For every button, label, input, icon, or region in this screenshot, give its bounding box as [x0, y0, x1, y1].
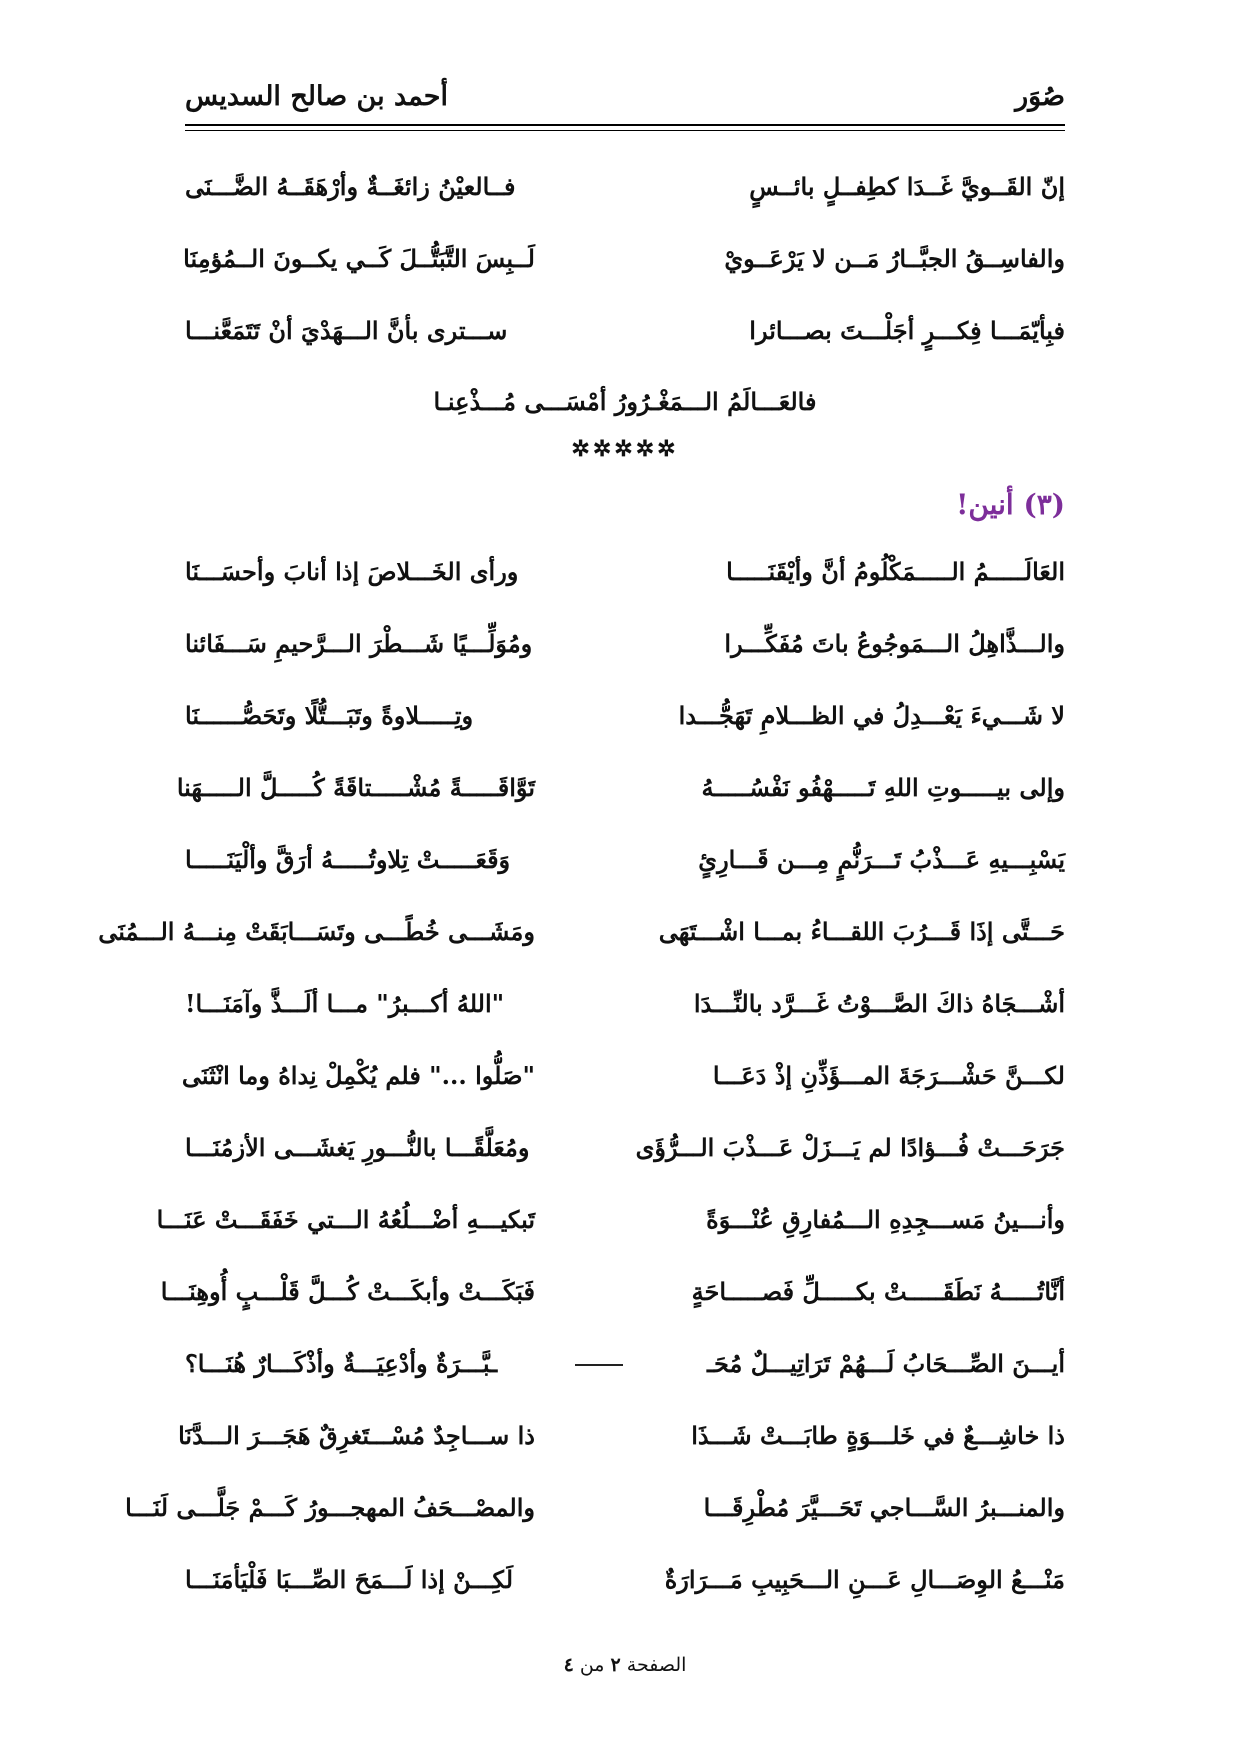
- hemistich-right: ذا خاشِـــعٌ في خَلـــوَةٍ طابَـــتْ شَـــذَا: [691, 1421, 1065, 1450]
- verse-top-3: [185, 311, 1065, 351]
- split-word-connector: [575, 1364, 623, 1366]
- hemistich-left: فــالعيْنُ زائغَــةٌ وأرْهَقَــهُ الضَّـــنَى: [185, 172, 516, 201]
- verse-7: [185, 984, 1065, 1024]
- hemistich-left: ذا ســـاجِدٌ مُسْـــتَغرِقٌ هَجَـــرَ الـــدَّنَا: [178, 1421, 535, 1450]
- header-author: أحمد بن صالح السديس: [185, 80, 448, 112]
- hemistich-right: لكـــنَّ حَشْـــرَجَةَ المـــؤَذِّنِ إذْ دَعَـــا: [712, 1061, 1065, 1090]
- header-rule-thick: [185, 124, 1065, 126]
- hemistich-left: تَوَّاقَـــــةً مُشْـــــتاقَةً كُـــــلَّ الـــــهَنا: [176, 773, 535, 802]
- verse-8: [181, 1056, 1065, 1096]
- hemistich-right: وأنـــينُ مَســـجِدِهِ الـــمُفارِقِ عُنْـــوَةً: [706, 1205, 1065, 1234]
- hemistich-right: والمنـــبرُ السَّـــاجي تَحَـــيَّرَ مُطْرِقَـــا: [703, 1493, 1065, 1522]
- hemistich-left: لَكِـــنْ إذا لَـــمَحَ الصِّـــبَا فَلْيَأمَنَـــا: [185, 1565, 514, 1594]
- hemistich-right: أنَّاتُـــــهُ نَطَقَـــــتْ بكـــــلِّ فَصـــــاحَةٍ: [691, 1277, 1065, 1306]
- verse-2: [185, 624, 1065, 664]
- hemistich-left: والمصْـــحَفُ المهجـــورُ كَـــمْ جَلَّـــى لَنَـــا: [125, 1493, 535, 1522]
- verse-11: [160, 1272, 1065, 1312]
- hemistich-right: وإلى بيـــــوتِ اللهِ تَـــــهْفُو نَفْسُـــــهُ: [701, 773, 1065, 802]
- verse-12: [185, 1344, 1065, 1384]
- hemistich-right: حَـــتَّى إذَا قَـــرُبَ اللقـــاءُ بمـــا اشْـــتَهَى: [658, 917, 1065, 946]
- hemistich-left: "اللهُ أكـــبرُ" مـــا ألَـــذَّ وآمَنَـــا!: [185, 989, 505, 1018]
- hemistich-right: والفاسِــقُ الجبَّــارُ مَــن لا يَرْعَــويْ: [724, 244, 1065, 273]
- hemistich-left: تَبكيـــهِ أضْـــلُعُهُ الـــتي خَفَقَـــتْ عَنَـــا: [156, 1205, 535, 1234]
- footer-label: الصفحة: [626, 1654, 687, 1676]
- hemistich-left: ومُعَلَّقًـــا بالنُّـــورِ يَغشَـــى الأزمُنَـــا: [185, 1133, 530, 1162]
- hemistich-left: لَــبِسَ التَّبَتُّــلَ كَــي يكــونَ الــمُؤمِنَا: [183, 244, 535, 273]
- hemistich-right: العَالَـــــمُ الـــــمَكْلُومُ أنَّ وأيْقَنَـــــا: [726, 557, 1065, 586]
- hemistich-right: أشْـــجَاهُ ذاكَ الصَّـــوْتُ غَـــرَّد بالنِّـــدَا: [693, 989, 1065, 1018]
- hemistich-right: مَنْـــعُ الوِصَـــالِ عَـــنِ الـــحَبِيبِ مَـــرَارَةٌ: [664, 1565, 1065, 1594]
- hemistich-right: والـــذَّاهِلُ الـــمَوجُوعُ باتَ مُفَكِّـــرا: [724, 629, 1065, 658]
- verse-top-1: [185, 167, 1065, 207]
- header-rule-thin: [185, 130, 1065, 131]
- verse-10: [156, 1200, 1065, 1240]
- footer-of: من: [579, 1654, 605, 1676]
- hemistich-left: ومُوَلِّـــيًا شَـــطْرَ الـــرَّحيمِ سَـــفَائنا: [185, 629, 533, 658]
- verse-15: [185, 1560, 1065, 1600]
- header-title: صُوَر: [1015, 80, 1065, 112]
- page-header: [185, 74, 1065, 118]
- verse-13: [178, 1416, 1065, 1456]
- hemistich-left: "صَلُّوا ..." فلم يُكْمِلْ نِداهُ وما انْثَنَى: [181, 1061, 535, 1090]
- hemistich-left: ومَشَـــى خُطًـــى وتَسَـــابَقَتْ مِنـــهُ الـــمُنَى: [98, 917, 535, 946]
- footer-page-number: ٢: [610, 1654, 621, 1676]
- verse-4: [176, 768, 1065, 808]
- hemistich-right: جَرَحَـــتْ فُـــؤادًا لم يَـــزَلْ عَـــذْبَ الـــرُّؤَى: [635, 1133, 1065, 1162]
- hemistich-left: ـبَّـــرَةٌ وأدْعِيَـــةٌ وأذْكَـــارٌ هُنَـــا؟: [185, 1349, 498, 1378]
- hemistich-right: لا شَـــيءَ يَعْـــدِلُ في الظـــلامِ تَهَجُّـــدا: [678, 701, 1065, 730]
- hemistich-left: وتِـــــلاوةً وتَبَـــتُّلًا وتَحَصُّــــــنَا: [185, 701, 474, 730]
- verse-5: [185, 840, 1065, 880]
- separator-stars: ✲✲✲✲✲: [571, 436, 679, 462]
- hemistich-left: فَبَكَـــتْ وأبكَـــتْ كُـــلَّ قَلْـــبٍ أُوهِنَـــا: [160, 1277, 535, 1306]
- verse-9: [185, 1128, 1065, 1168]
- verse-14: [125, 1488, 1065, 1528]
- hemistich-right: إنّ القَــويَّ غَــدَا كطِفــلٍ بائــسٍ: [749, 172, 1065, 201]
- verse-1: [185, 552, 1065, 592]
- hemistich-left: ســـترى بأنَّ الـــهَدْيَ أنْ تَتَمَعَّنـــا: [185, 316, 508, 345]
- hemistich-right: فبِأيّمَـــا فِكـــرٍ أجَلْـــتَ بصـــائرا: [749, 316, 1065, 345]
- section-title: (٣) أنين!: [956, 488, 1065, 521]
- page-footer: [185, 1654, 1065, 1676]
- hemistich-right: يَسْبِـــيهِ عَـــذْبُ تَـــرَنُّمٍ مِـــن قَـــارِئٍ: [698, 845, 1065, 874]
- verse-top-2: [185, 239, 1065, 279]
- verse-6: [98, 912, 1065, 952]
- verse-3: [185, 696, 1065, 736]
- hemistich-left: وَقَعَـــــتْ تِلاوتُـــــهُ أرَقَّ وألْيَنَـــــا: [185, 845, 511, 874]
- footer-total-pages: ٤: [563, 1654, 574, 1676]
- hemistich-left: ورأى الخَـــلاصَ إذا أنابَ وأحسَـــنَا: [185, 557, 519, 586]
- hemistich-right: أيـــنَ الصِّـــحَابُ لَـــهُمْ تَرَاتِيـــلٌ مُحَـ: [706, 1349, 1065, 1378]
- center-verse: فالعَـــالَمُ الـــمَغْـرُورُ أمْسَـــى مُـــذْعِنـا: [433, 387, 817, 416]
